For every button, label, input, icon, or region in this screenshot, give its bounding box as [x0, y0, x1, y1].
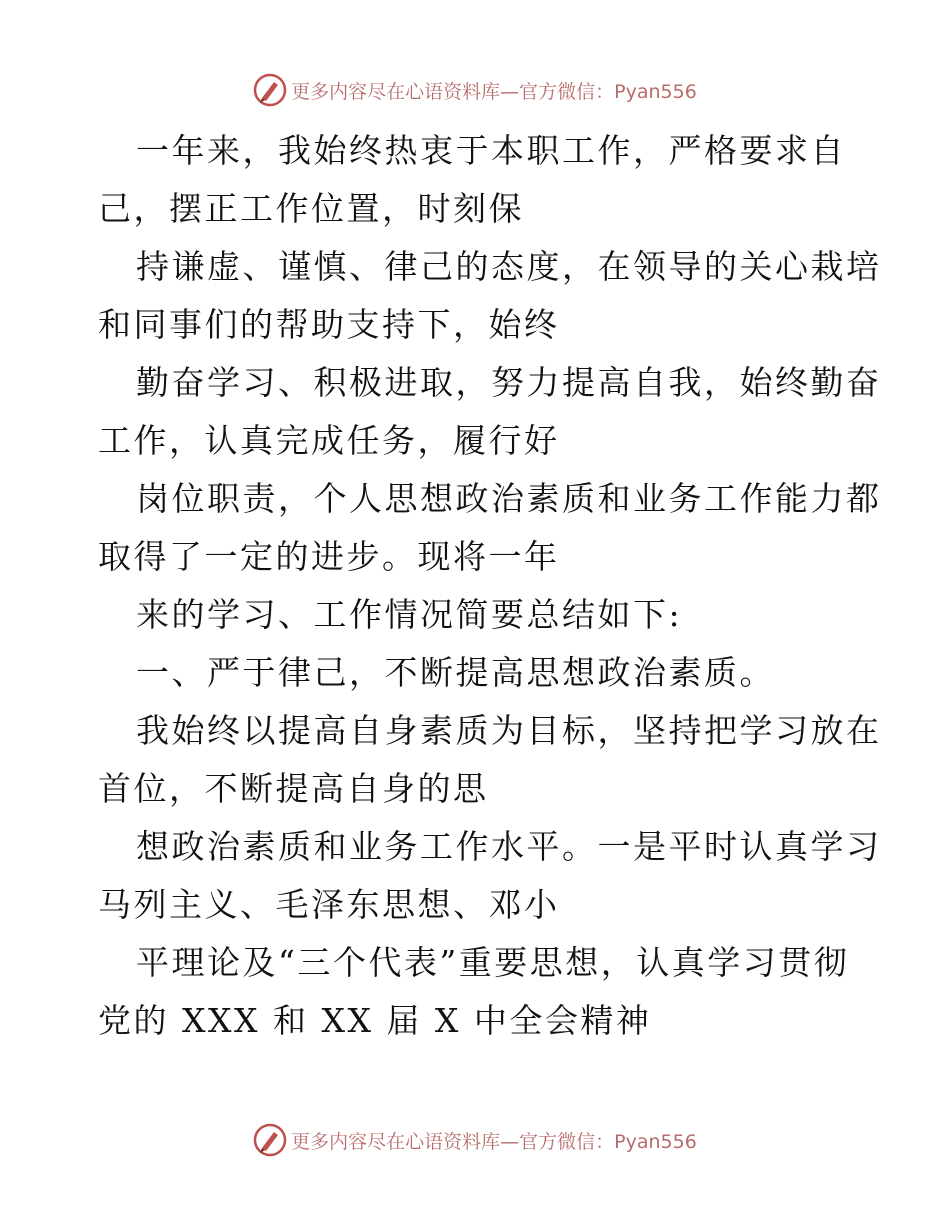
text-line: 岗位职责，个人思想政治素质和业务工作能力都 [136, 479, 882, 518]
text-line: 来的学习、工作情况简要总结如下: [136, 595, 683, 634]
pen-logo-icon [253, 1123, 287, 1157]
text-line: 一年来，我始终热衷于本职工作，严格要求自 [136, 131, 846, 170]
pen-logo-icon [253, 73, 287, 107]
text-line: 和同事们的帮助支持下，始终 [98, 305, 560, 344]
text-line: 党的 XXX 和 XX 届 X 中全会精神 [98, 1001, 652, 1040]
watermark-text: 更多内容尽在心语资料库—官方微信：Pyan556 [291, 1130, 697, 1153]
text-line: 取得了一定的进步。现将一年 [98, 537, 560, 576]
text-line: 我始终以提高自身素质为目标，坚持把学习放在 [136, 711, 882, 750]
section-heading: 一、严于律己，不断提高思想政治素质。 [136, 653, 775, 692]
text-line: 想政治素质和业务工作水平。一是平时认真学习 [136, 827, 882, 866]
watermark-header [0, 70, 950, 110]
text-line: 勤奋学习、积极进取，努力提高自我，始终勤奋 [136, 363, 882, 402]
text-line: 马列主义、毛泽东思想、邓小 [98, 885, 560, 924]
text-line: 平理论及“三个代表”重要思想，认真学习贯彻 [136, 943, 850, 982]
document-body [98, 122, 882, 1050]
text-line: 首位，不断提高自身的思 [98, 769, 489, 808]
text-line: 己，摆正工作位置，时刻保 [98, 189, 524, 228]
watermark-footer [0, 1120, 950, 1160]
text-line: 持谦虚、谨慎、律己的态度，在领导的关心栽培 [136, 247, 882, 286]
text-line: 工作，认真完成任务，履行好 [98, 421, 560, 460]
watermark-text: 更多内容尽在心语资料库—官方微信：Pyan556 [291, 80, 697, 103]
